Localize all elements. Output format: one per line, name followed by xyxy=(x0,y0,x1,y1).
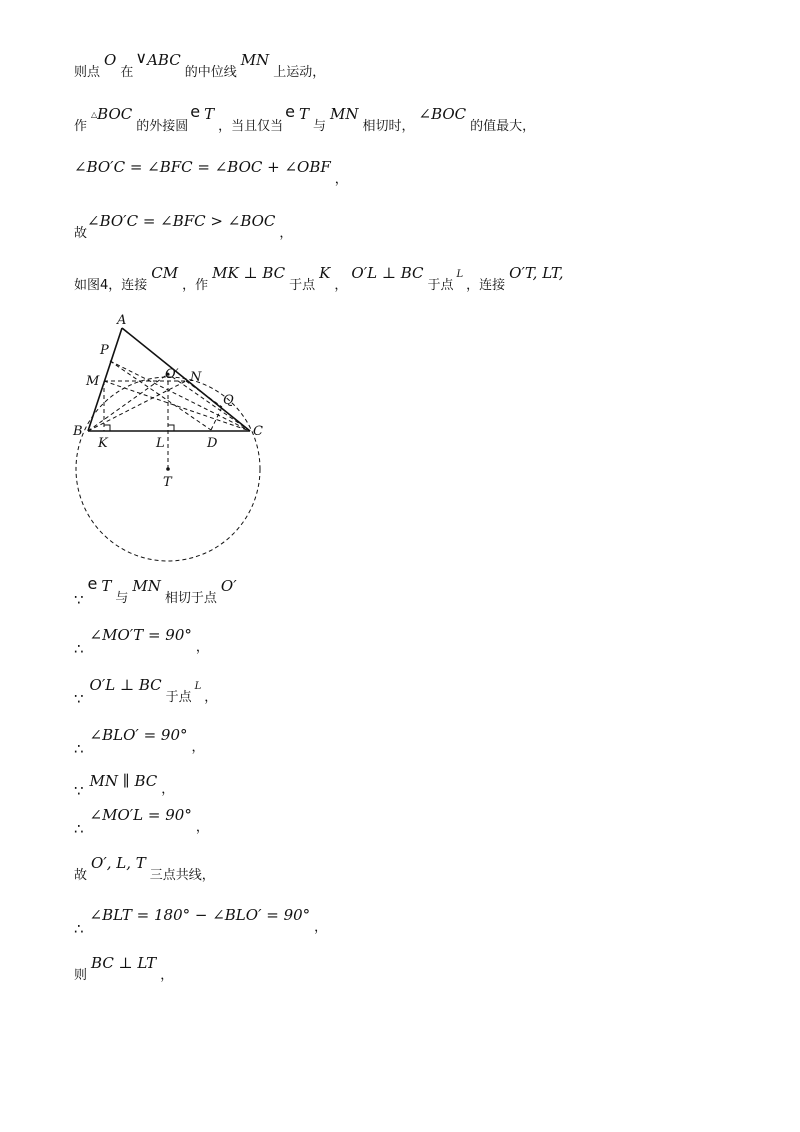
text: ， xyxy=(191,740,205,755)
math: MN xyxy=(330,105,359,123)
math: MN xyxy=(132,577,161,595)
label-L: L xyxy=(156,436,165,451)
text: 相切时， xyxy=(362,119,415,134)
point-T xyxy=(166,467,170,471)
math: ∠MO′L = 90° xyxy=(89,806,192,824)
math: MN ∥ BC xyxy=(89,772,158,790)
math: K xyxy=(319,264,331,282)
text: 故 xyxy=(74,226,88,241)
text-line-4 xyxy=(74,212,293,242)
triangle-symbol: ∨ xyxy=(135,48,148,67)
text: 的值最大， xyxy=(470,119,536,134)
text: ，作 xyxy=(182,278,209,293)
circle-symbol: e xyxy=(190,102,201,121)
math: O′, L, T xyxy=(91,854,146,872)
text-line-1 xyxy=(74,48,326,81)
text: 上运动， xyxy=(273,65,326,80)
text-line-14 xyxy=(74,954,174,984)
side-AC xyxy=(122,328,250,431)
math: ∠MO′T = 90° xyxy=(89,626,192,644)
math: CM xyxy=(151,264,179,282)
text: 的外接圆 xyxy=(136,119,189,134)
text: 于点 xyxy=(289,278,316,293)
text-line-12 xyxy=(74,854,215,884)
text-line-5 xyxy=(74,264,568,294)
right-angle-L xyxy=(168,425,174,431)
label-N: N xyxy=(190,370,202,385)
label-D: D xyxy=(207,436,218,451)
math: O′L ⊥ BC xyxy=(351,264,424,282)
text: ， xyxy=(279,226,293,241)
math: ∠BLT = 180° − ∠BLO′ = 90° xyxy=(89,906,311,924)
math: BC ⊥ LT xyxy=(91,954,157,972)
geometry-figure xyxy=(70,306,270,562)
text: 作 xyxy=(74,119,88,134)
math: O′T, LT, xyxy=(509,264,564,282)
text: 如图4，连接 xyxy=(74,278,148,293)
label-O: O′ xyxy=(165,367,179,382)
text: 则 xyxy=(74,968,88,983)
math: O′ xyxy=(220,577,237,595)
label-M: M xyxy=(86,374,100,389)
text-line-6 xyxy=(74,574,241,609)
math: T xyxy=(101,577,112,595)
text-line-11 xyxy=(74,806,209,838)
math: T xyxy=(298,105,309,123)
math: ∠BOC xyxy=(418,105,467,123)
math: MK ⊥ BC xyxy=(212,264,286,282)
triangle-symbol: △ xyxy=(91,110,98,119)
text: ， xyxy=(195,820,209,835)
text-line-10 xyxy=(74,772,175,800)
right-angle-K xyxy=(104,425,110,431)
circle-symbol: e xyxy=(285,102,295,121)
therefore-symbol: ∴ xyxy=(74,920,84,938)
text: ， xyxy=(195,640,209,655)
therefore-symbol: ∴ xyxy=(74,640,84,658)
text: 则点 xyxy=(74,65,101,80)
therefore-symbol: ∴ xyxy=(74,740,84,758)
because-symbol: ∵ xyxy=(74,690,84,708)
text: ， xyxy=(314,920,328,935)
text-line-2 xyxy=(74,102,536,135)
text-line-13 xyxy=(74,906,328,938)
text-line-9 xyxy=(74,726,205,758)
math: L xyxy=(456,269,464,280)
text: 在 xyxy=(120,65,134,80)
math: BOC xyxy=(97,105,133,123)
text: 的中位线 xyxy=(184,65,237,80)
text: ， xyxy=(160,968,174,983)
label-Q: Q xyxy=(223,393,234,408)
text: ， xyxy=(334,172,348,187)
label-B: B xyxy=(73,424,83,439)
text: 于点 xyxy=(427,278,454,293)
text-line-8 xyxy=(74,676,218,708)
text: ，连接 xyxy=(466,278,506,293)
label-P: P xyxy=(100,343,109,358)
text: 三点共线， xyxy=(149,868,215,883)
because-symbol: ∵ xyxy=(74,591,84,609)
math: ∠BO′C = ∠BFC > ∠BOC xyxy=(87,212,276,230)
text: 故 xyxy=(74,868,88,883)
math: ∠BLO′ = 90° xyxy=(89,726,188,744)
text: 与 xyxy=(313,119,327,134)
math: L xyxy=(194,681,202,692)
text-line-3 xyxy=(74,158,348,188)
math: MN xyxy=(240,51,270,69)
text: 与 xyxy=(115,591,129,606)
text: ， xyxy=(334,278,348,293)
therefore-symbol: ∴ xyxy=(74,820,84,838)
because-symbol: ∵ xyxy=(74,782,84,800)
text: 于点 xyxy=(165,690,192,705)
label-K: K xyxy=(98,436,108,451)
math: O xyxy=(104,51,117,69)
label-C: C xyxy=(253,424,263,439)
math: ∠BO′C = ∠BFC = ∠BOC + ∠OBF xyxy=(74,158,331,176)
circle-symbol: e xyxy=(87,574,98,593)
text-line-7 xyxy=(74,626,209,658)
text: 相切于点 xyxy=(164,591,217,606)
math: ABC xyxy=(147,51,181,69)
text: ， xyxy=(204,690,218,705)
text: ， xyxy=(161,782,175,797)
math: O′L ⊥ BC xyxy=(89,676,162,694)
label-A: A xyxy=(117,313,127,328)
label-T: T xyxy=(163,475,172,490)
text: ，当且仅当 xyxy=(218,119,284,134)
math: T xyxy=(204,105,215,123)
